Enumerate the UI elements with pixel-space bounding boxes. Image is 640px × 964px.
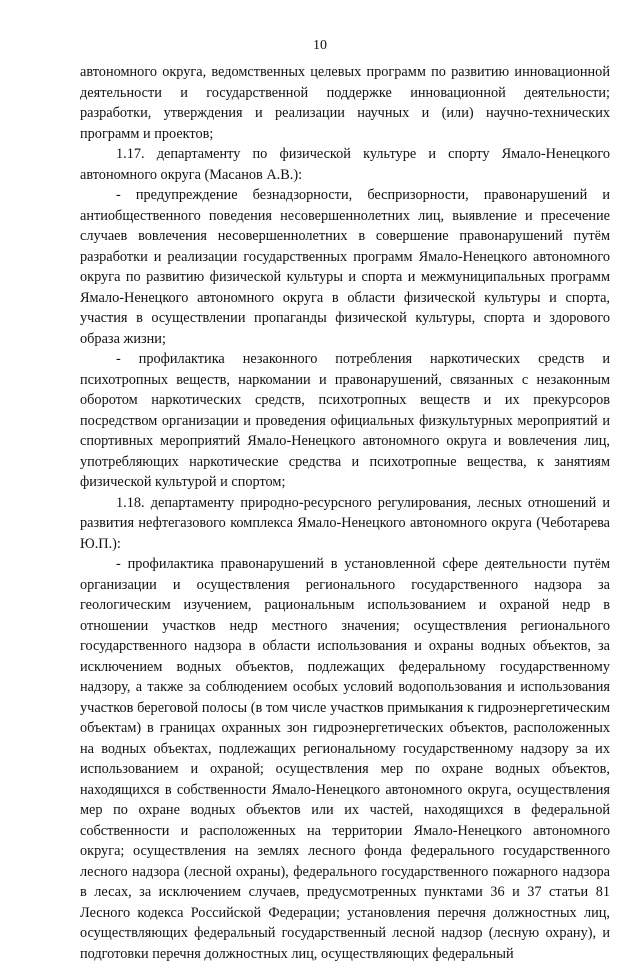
paragraph-bullet-drug-prevention: - профилактика незаконного потребления наркотических средств и психотропных веществ, наркомании и правонарушений, связанных с незаконным оборотом наркотических средств, психотропных веществ и их прекурсоров посредством организации и проведения официальных физкультурных мероприятий и спортивных мероприятий Ямало-Ненецкого автономного округа и вовлечения лиц, употребляющих наркотические средства и психотропные вещества, к занятиям физической культурой и спортом; (80, 351, 610, 490)
paragraph-bullet-offense-prevention: - профилактика правонарушений в установленной сфере деятельности путём организации и осуществления регионального государственного надзора за геологическим изучением, рациональным использованием и охраной недр в отношении участков недр местного значения; осуществления регионального государственного надзора в области использования и охраны водных объектов, за исключением водных объектов, подлежащих федеральному государственному надзору, а также за соблюдением особых условий водопользования и использования участков береговой полосы (в том числе участков примыкания к гидроэнергетическим объектам) в границах охранных зон гидроэнергетических объектов, расположенных на водных объектах, подлежащих региональному государственному надзору за их использованием и охраной; осуществления мер по охране водных объектов, находящихся в собственности Ямало-Ненецкого автономного округа, осуществления мер по охране водных объектов или их частей, находящихся в федеральной собственности и расположенных на территории Ямало-Ненецкого автономного округа; осуществления на землях лесного фонда федерального государственного лесного надзора (лесной охраны), федерального государственного пожарного надзора в лесах, за исключением случаев, предусмотренных пунктами 36 и 37 статьи 81 Лесного кодекса Российской Федерации; установления перечня должностных лиц, осуществляющих федеральный государственный лесной надзор (лесную охрану), и подготовки перечня должностных лиц, осуществляющих федеральный (80, 556, 610, 962)
paragraph-continuation: автономного округа, ведомственных целевых программ по развитию инновационной деятельности и государственной поддержке инновационной деятельности; разработки, утверждения и реализации научных и (или) научно-технических программ и проектов; (80, 64, 610, 142)
paragraph-item-1-17: 1.17. департаменту по физической культуре и спорту Ямало-Ненецкого автономного округа (Масанов А.В.): (80, 146, 610, 183)
paragraph-bullet-prevention: - предупреждение безнадзорности, беспризорности, правонарушений и антиобщественного поведения несовершеннолетних лиц, выявление и пресечение случаев вовлечения несовершеннолетних в совершение правонарушений путём разработки и реализации государственных программ Ямало-Ненецкого автономного округа по развитию физической культуры и спорта и межмуниципальных программ Ямало-Ненецкого автономного округа в области физической культуры и спорта, участия в осуществлении пропаганды физической культуры, спорта и здорового образа жизни; (80, 187, 610, 347)
document-body (80, 62, 610, 964)
page-number: 10 (313, 38, 327, 53)
paragraph-item-1-18: 1.18. департаменту природно-ресурсного регулирования, лесных отношений и развития нефтегазового комплекса Ямало-Ненецкого автономного округа (Чеботарева Ю.П.): (80, 494, 610, 552)
